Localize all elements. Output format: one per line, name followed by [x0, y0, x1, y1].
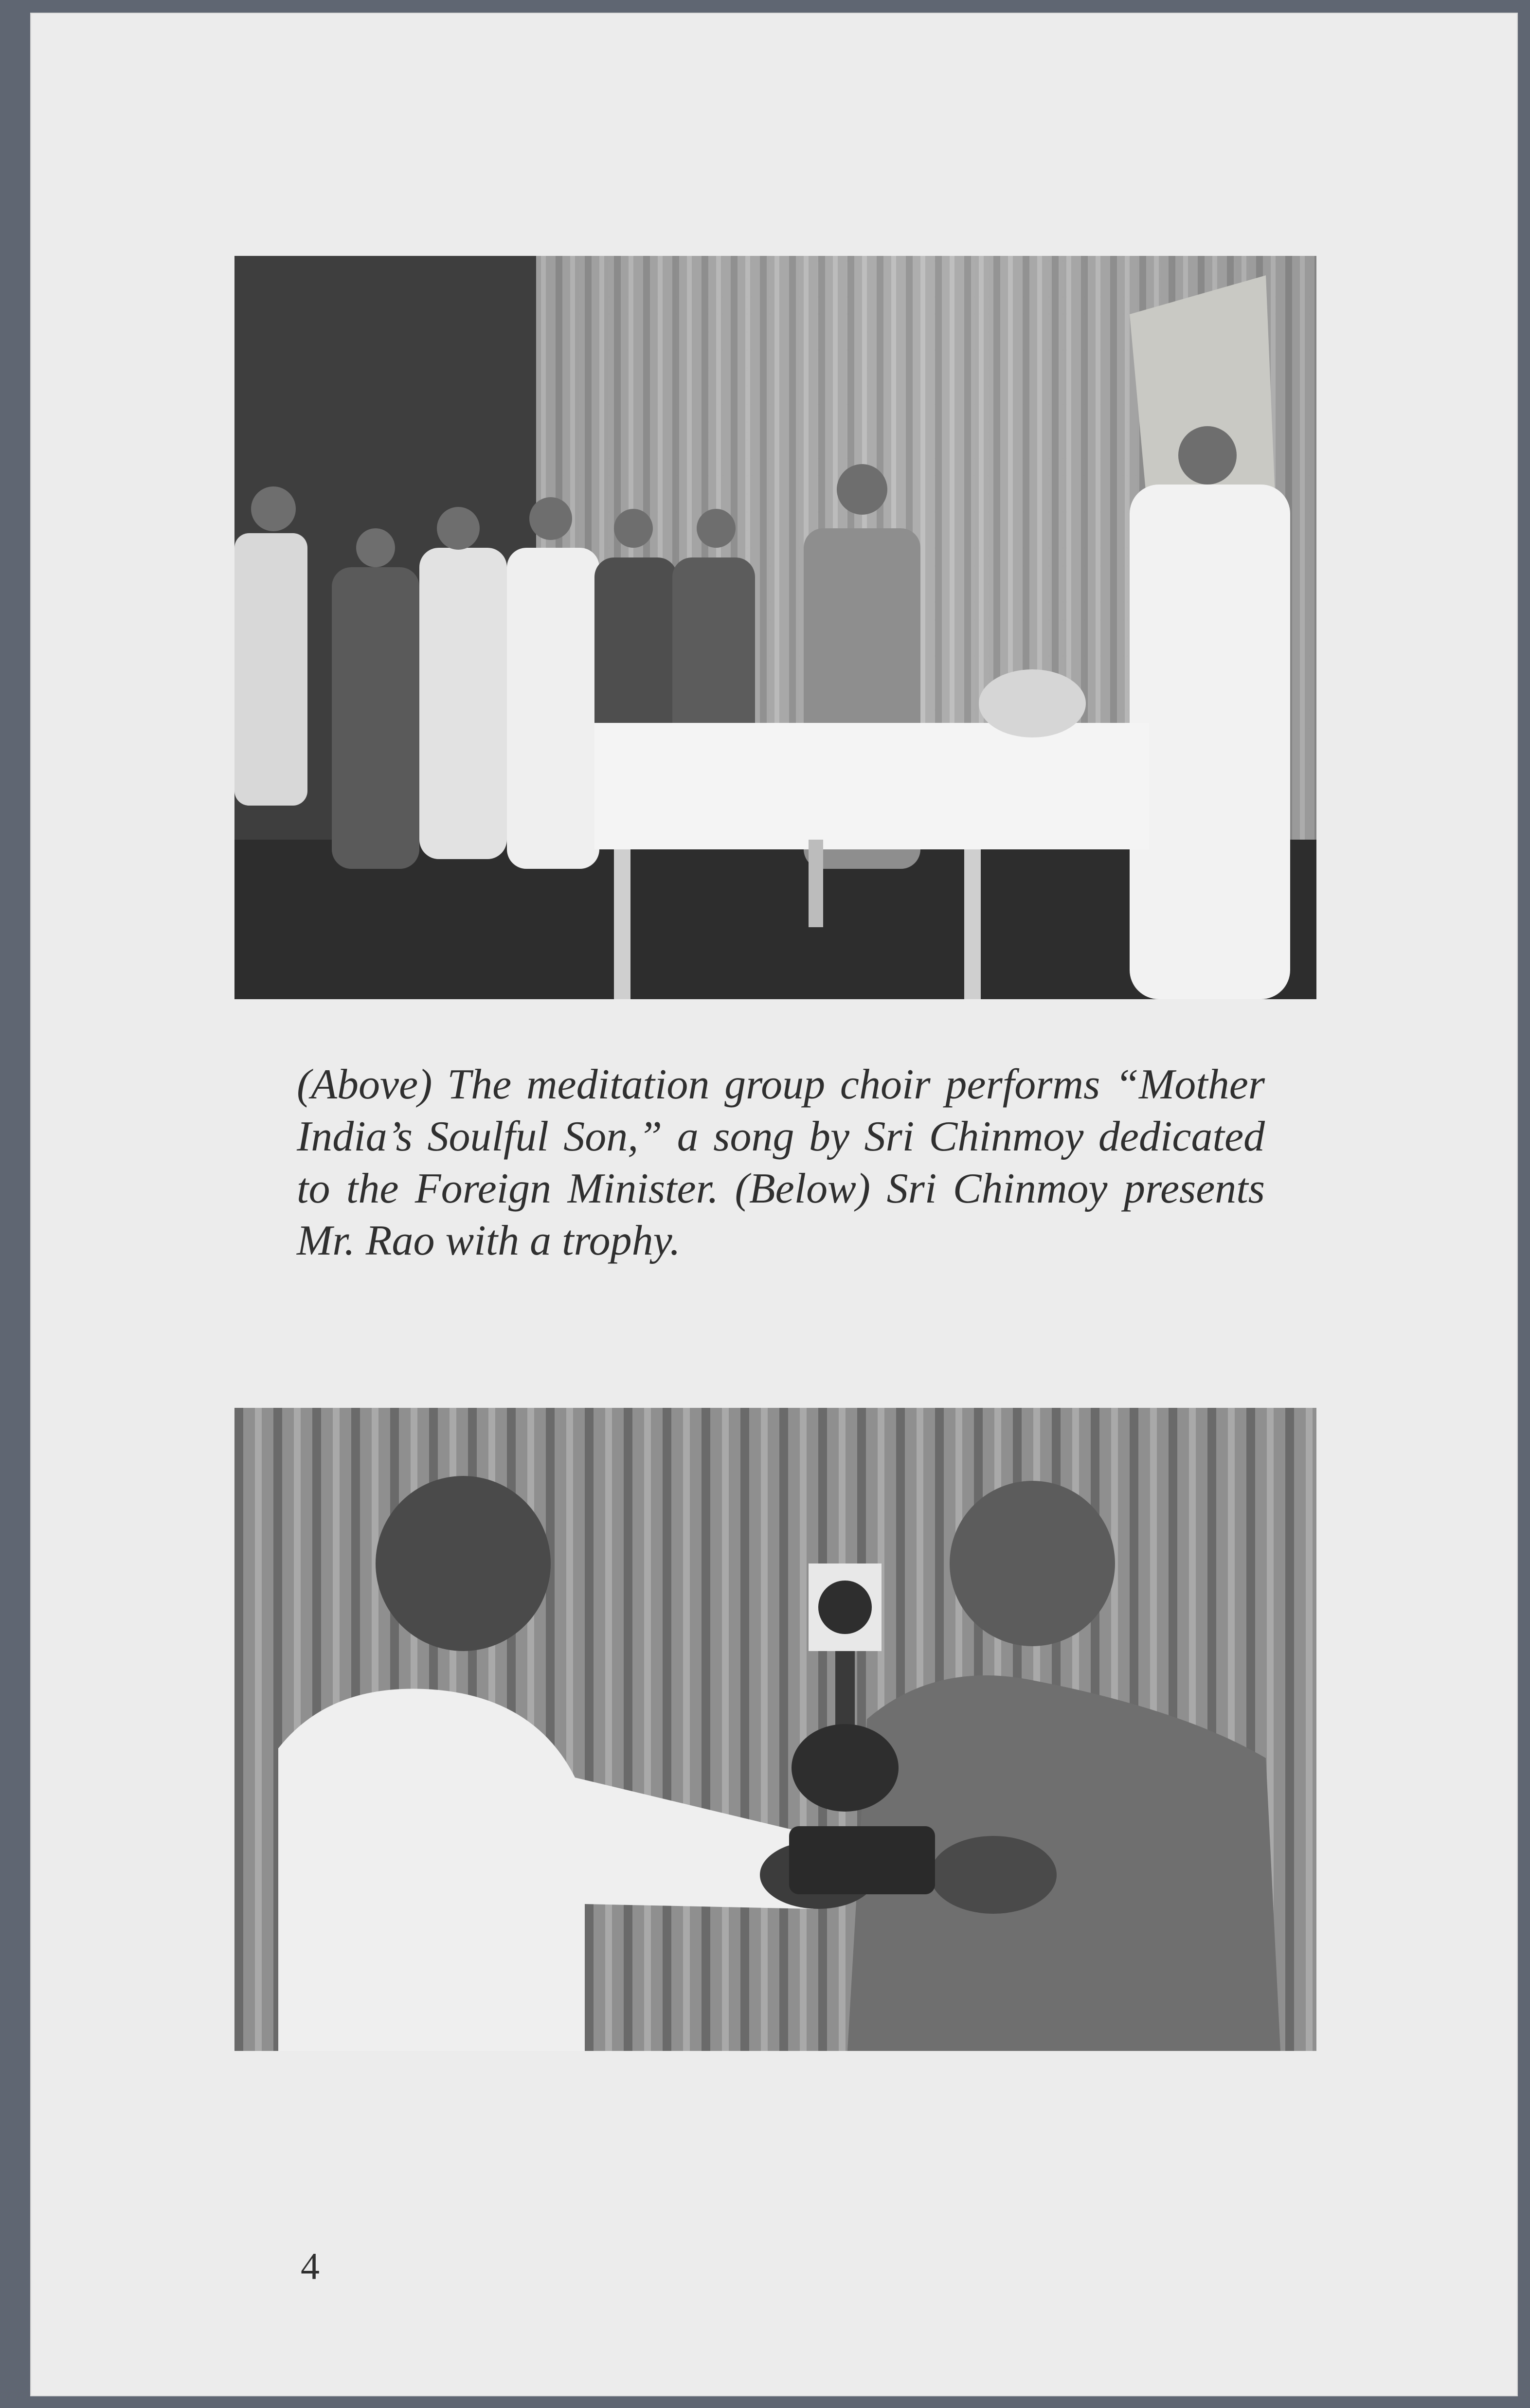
photo-caption: (Above) The meditation group choir performs “Mother India’s Soulful Son,” a song by Sri Chinmoy dedicated to the Foreign Minister. (Below) Sri Chinmoy presents Mr. Rao with a trophy.	[297, 1061, 1265, 1264]
choir-scene-icon	[234, 256, 1316, 999]
choir-performance-photo	[234, 256, 1316, 999]
trophy-presentation-photo	[234, 1408, 1316, 2051]
page-number: 4	[301, 2245, 320, 2287]
trophy-scene-icon	[234, 1408, 1316, 2051]
document-page	[30, 13, 1518, 2396]
